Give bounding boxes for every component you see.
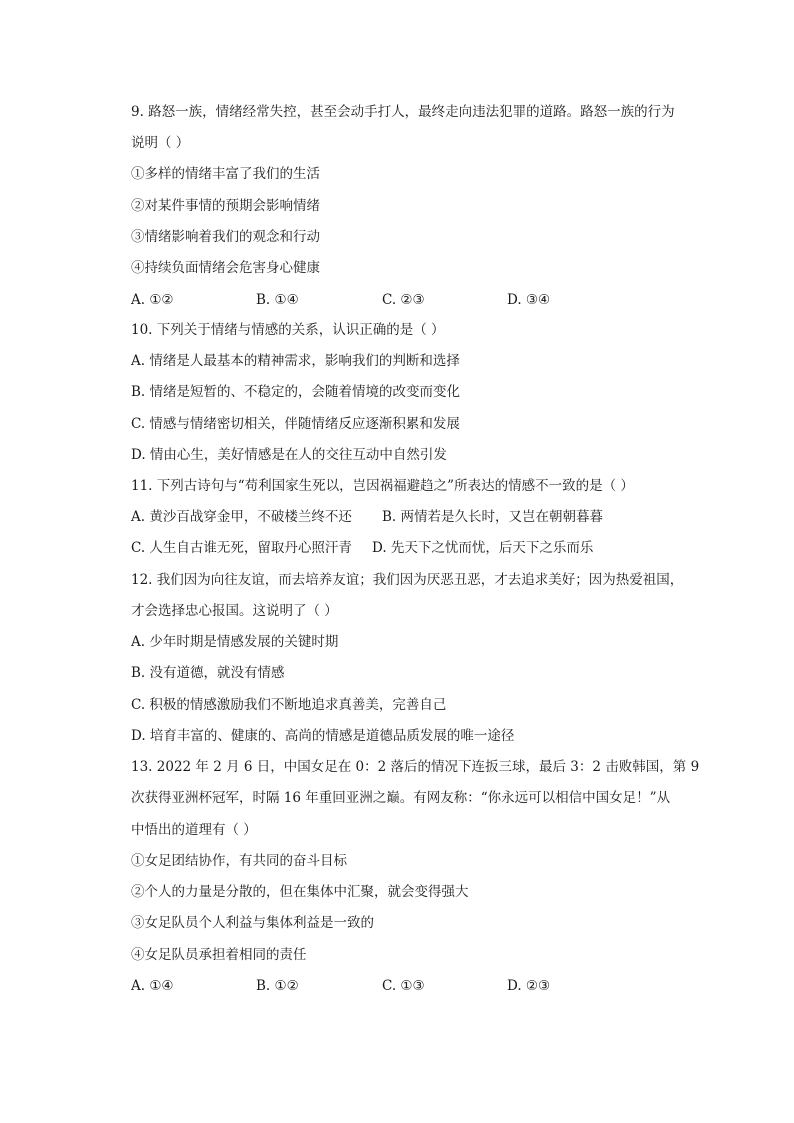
q11-option-b: B. 两情若是久长时，又岂在朝朝暮暮: [382, 509, 604, 525]
q9-option-c: C. ②③: [382, 292, 425, 308]
q9-item-3: ③情绪影响着我们的观念和行动: [131, 229, 320, 245]
q13-stem-line1: 13. 2022 年 2 月 6 日，中国女足在 0：2 落后的情况下连扳三球，最后 3：2 击败韩国，第 9: [131, 759, 700, 775]
q12-option-c: C. 积极的情感激励我们不断地追求真善美，完善自己: [131, 697, 447, 713]
q13-stem-line2: 次获得亚洲杯冠军，时隔 16 年重回亚洲之巅。有网友称：“你永远可以相信中国女足！”从: [131, 790, 671, 806]
q13-stem-line3: 中悟出的道理有（ ）: [131, 822, 257, 838]
q12-option-d: D. 培育丰富的、健康的、高尚的情感是道德品质发展的唯一途径: [131, 728, 515, 744]
q10-stem: 10. 下列关于情绪与情感的关系，认识正确的是（ ）: [131, 322, 445, 338]
q9-option-a: A. ①②: [131, 292, 174, 308]
q13-option-c: C. ①③: [382, 978, 425, 994]
q9-stem-line1: 9. 路怒一族，情绪经常失控，甚至会动手打人，最终走向违法犯罪的道路。路怒一族的行为: [131, 104, 675, 120]
q11-option-c: C. 人生自古谁无死，留取丹心照汗青: [131, 540, 352, 556]
q9-item-1: ①多样的情绪丰富了我们的生活: [131, 166, 320, 182]
q9-item-2: ②对某件事情的预期会影响情绪: [131, 198, 320, 214]
q13-option-a: A. ①④: [131, 978, 174, 994]
q13-item-4: ④女足队员承担着相同的责任: [131, 947, 307, 963]
q11-stem: 11. 下列古诗句与“苟利国家生死以，岂因祸福避趋之”所表达的情感不一致的是（ ）: [131, 478, 634, 494]
q13-item-2: ②个人的力量是分散的，但在集体中汇聚，就会变得强大: [131, 884, 469, 900]
q13-option-b: B. ①②: [256, 978, 299, 994]
q10-option-d: D. 情由心生，美好情感是在人的交往互动中自然引发: [131, 447, 447, 463]
q9-stem-line2: 说明（ ）: [131, 135, 190, 151]
q12-stem-line2: 才会选择忠心报国。这说明了（ ）: [131, 603, 338, 619]
q9-item-4: ④持续负面情绪会危害身心健康: [131, 260, 320, 276]
q10-option-a: A. 情绪是人最基本的精神需求，影响我们的判断和选择: [131, 353, 460, 369]
q11-option-a: A. 黄沙百战穿金甲，不破楼兰终不还: [131, 509, 352, 525]
q12-option-a: A. 少年时期是情感发展的关键时期: [131, 634, 339, 650]
q13-item-3: ③女足队员个人利益与集体利益是一致的: [131, 915, 374, 931]
q9-option-d: D. ③④: [507, 292, 551, 308]
q13-item-1: ①女足团结协作，有共同的奋斗目标: [131, 853, 347, 869]
q12-option-b: B. 没有道德，就没有情感: [131, 665, 285, 681]
q9-option-b: B. ①④: [256, 292, 299, 308]
q10-option-c: C. 情感与情绪密切相关，伴随情绪反应逐渐积累和发展: [131, 416, 460, 432]
q13-option-d: D. ②③: [507, 978, 551, 994]
q10-option-b: B. 情绪是短暂的、不稳定的，会随着情境的改变而变化: [131, 384, 461, 400]
q12-stem-line1: 12. 我们因为向往友谊，而去培养友谊；我们因为厌恶丑恶，才去追求美好；因为热爱祖国，: [131, 572, 684, 588]
q11-option-d: D. 先天下之忧而忧，后天下之乐而乐: [372, 540, 594, 556]
